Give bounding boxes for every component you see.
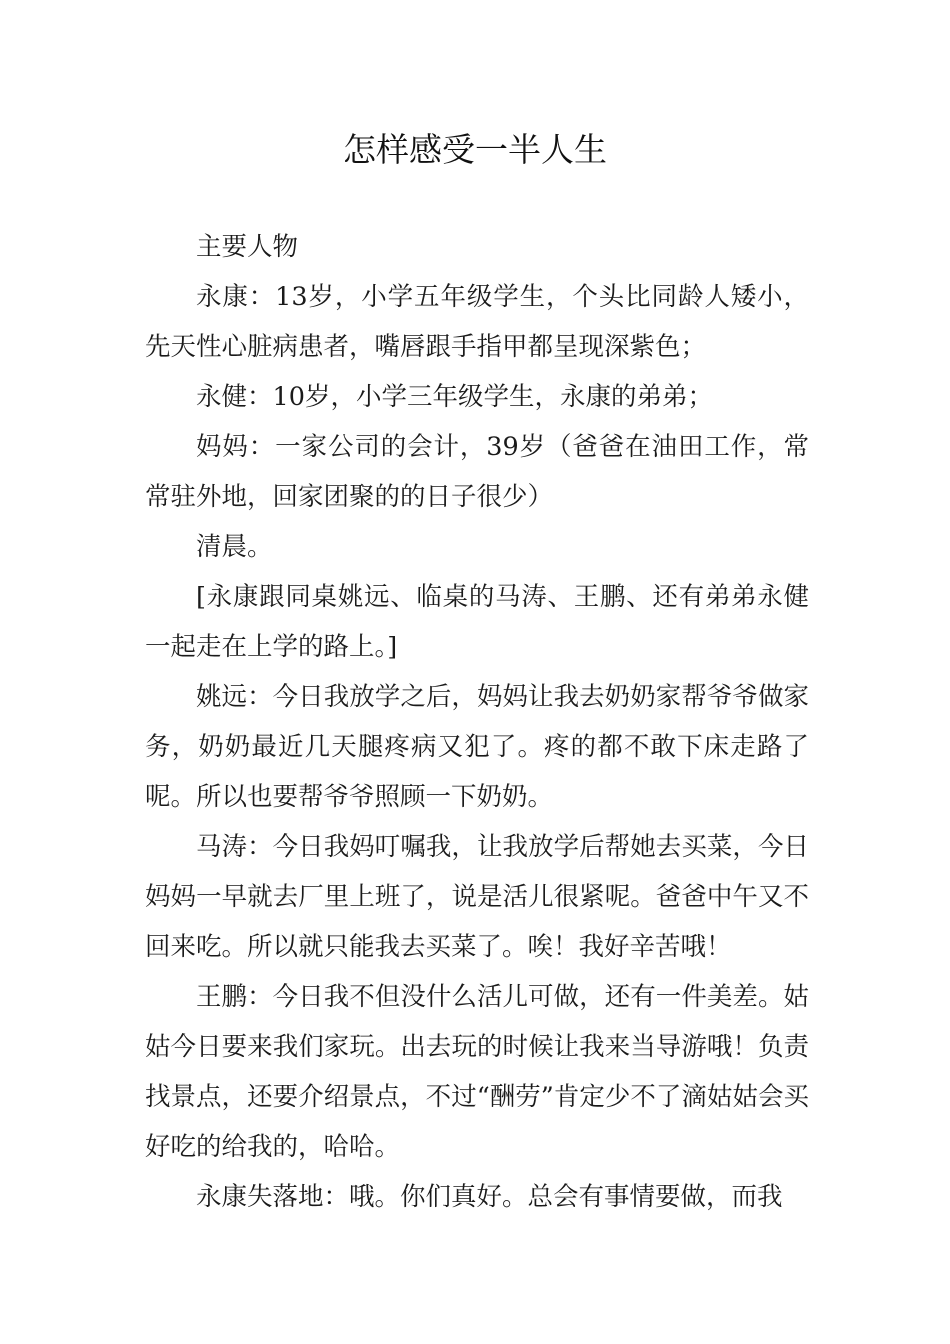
paragraph-yongkang-line: 永康失落地：哦。你们真好。总会有事情要做，而我 [196, 1182, 783, 1212]
document-body [145, 222, 809, 1222]
paragraph-scene-time: 清晨。 [196, 532, 273, 562]
paragraph-yongjian-intro: 永健：10岁，小学三年级学生，永康的弟弟； [196, 382, 713, 412]
paragraph-stage-direction: [永康跟同桌姚远、临桌的马涛、王鹏、还有弟弟永健一起走在上学的路上。] [145, 582, 809, 662]
paragraph-cast-heading: 主要人物 [196, 232, 299, 262]
paragraph-matao-line: 马涛：今日我妈叮嘱我，让我放学后帮她去买菜，今日妈妈一早就去厂里上班了，说是活儿很紧呢。爸爸中午又不回来吃。所以就只能我去买菜了。唉！我好辛苦哦！ [145, 832, 809, 962]
paragraph-yongkang-intro: 永康：13岁，小学五年级学生，个头比同龄人矮小，先天性心脏病患者，嘴唇跟手指甲都呈现深紫色； [145, 282, 809, 362]
paragraph-wangpeng-line: 王鹏：今日我不但没什么活儿可做，还有一件美差。姑姑今日要来我们家玩。出去玩的时候让我来当导游哦！负责找景点，还要介绍景点，不过“酬劳”肯定少不了滴姑姑会买好吃的给我的，哈哈。 [145, 982, 809, 1162]
paragraph-yaoyuan-line: 姚远：今日我放学之后，妈妈让我去奶奶家帮爷爷做家务，奶奶最近几天腿疼病又犯了。疼的都不敢下床走路了呢。所以也要帮爷爷照顾一下奶奶。 [145, 682, 809, 812]
document-title: 怎样感受一半人生 [343, 130, 607, 169]
paragraph-mother-intro: 妈妈：一家公司的会计，39岁（爸爸在油田工作，常常驻外地，回家团聚的的日子很少） [145, 432, 809, 512]
